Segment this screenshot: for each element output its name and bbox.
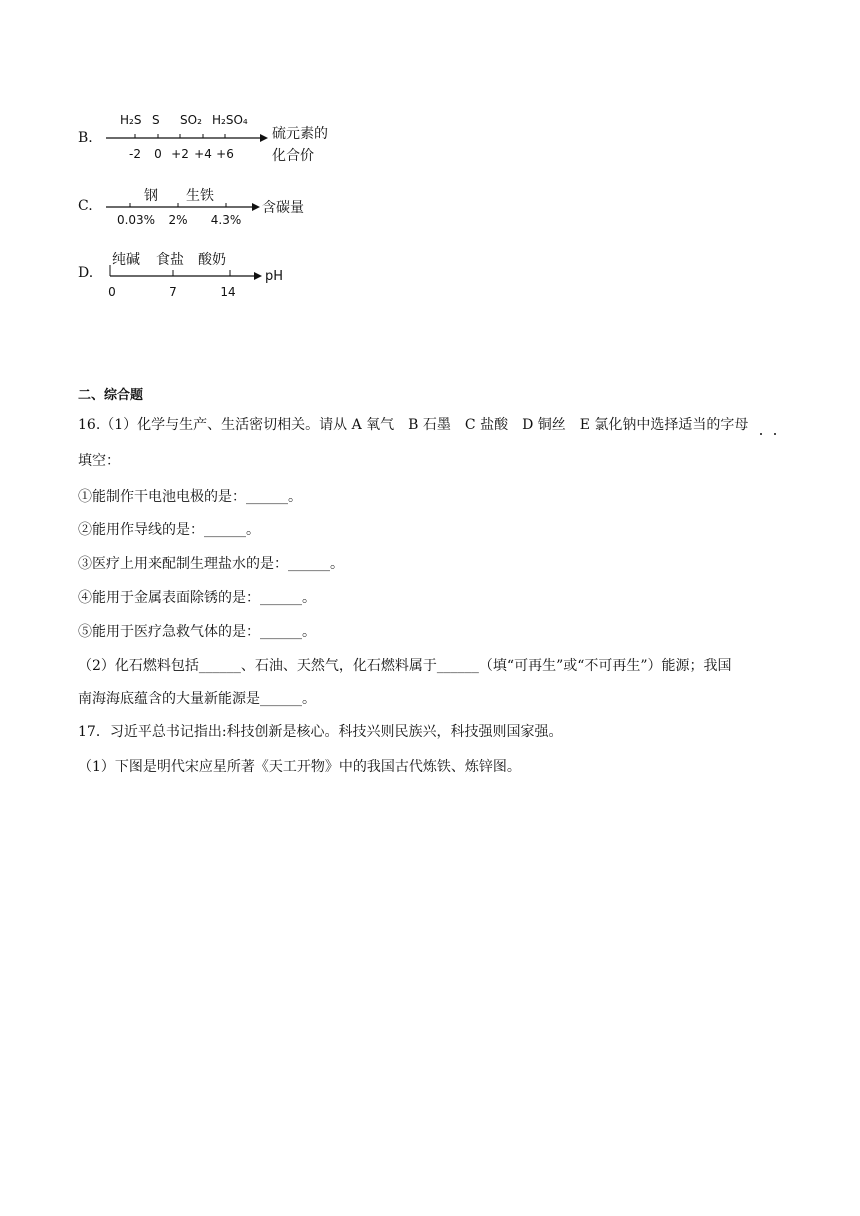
q16-item-5: ⑤能用于医疗急救气体的是：______。 <box>78 624 316 640</box>
tick-label: +2 <box>171 147 189 161</box>
axis-arrow <box>252 203 260 211</box>
q16-item-2: ②能用作导线的是：______。 <box>78 522 260 538</box>
q16-part2-line2: 南海海底蕴含的大量新能源是______。 <box>78 691 316 707</box>
label-s: S <box>152 113 160 127</box>
option-b-diagram <box>100 108 350 170</box>
axis-label-2: 化合价 <box>272 148 314 164</box>
tick-label: +4 <box>194 147 212 161</box>
option-d-diagram <box>100 248 300 304</box>
label-soda-ash: 纯碱 <box>112 252 140 268</box>
option-c-letter: C. <box>78 198 93 214</box>
section-title: 二、综合题 <box>78 388 144 403</box>
q16-item-4: ④能用于金属表面除锈的是：______。 <box>78 590 316 606</box>
q16-intro-line1: 16.（1）化学与生产、生活密切相关。请从 A 氧气 B 石墨 C 盐酸 D 铜丝 E 氯化钠中选择适当的字母 <box>78 417 749 433</box>
axis-label: 含碳量 <box>262 200 304 216</box>
axis-arrow <box>260 134 268 142</box>
tick-label: 2% <box>168 213 188 227</box>
tick-label: +6 <box>216 147 234 161</box>
tick-label: 7 <box>169 285 177 299</box>
label-so2: SO₂ <box>180 113 202 127</box>
axis-label: pH <box>265 269 284 284</box>
label-h2s: H₂S <box>120 113 142 127</box>
tick-label: 4.3% <box>210 213 242 227</box>
q16-intro-line2: 填空： <box>78 453 120 469</box>
tick-label: 0.03% <box>116 213 156 227</box>
tick-label: 14 <box>220 285 236 299</box>
option-b-letter: B. <box>78 130 93 146</box>
q17-intro: 17．习近平总书记指出:科技创新是核心。科技兴则民族兴，科技强则国家强。 <box>78 724 563 740</box>
axis-arrow <box>254 272 262 280</box>
option-c-diagram <box>100 184 320 230</box>
tick-label: 0 <box>108 285 116 299</box>
tick-label: 0 <box>154 147 162 161</box>
q16-part2-line1: （2）化石燃料包括______、石油、天然气，化石燃料属于______（填“可再生”或“不可再生”）能源；我国 <box>78 658 732 674</box>
q16-item-1: ①能制作干电池电极的是：______。 <box>78 489 302 505</box>
q17-part1: （1）下图是明代宋应星所著《天工开物》中的我国古代炼铁、炼锌图。 <box>78 759 521 775</box>
option-d-letter: D. <box>78 265 94 281</box>
label-steel: 钢 <box>144 188 158 204</box>
tick-label: -2 <box>129 147 141 161</box>
label-h2so4: H₂SO₄ <box>212 113 248 127</box>
label-yogurt: 酸奶 <box>198 252 226 268</box>
emphasis-dot <box>774 433 776 435</box>
axis-label-1: 硫元素的 <box>272 126 328 142</box>
emphasis-dot <box>760 433 762 435</box>
label-salt: 食盐 <box>156 252 184 268</box>
q16-item-3: ③医疗上用来配制生理盐水的是：______。 <box>78 556 344 572</box>
label-pig-iron: 生铁 <box>186 188 214 204</box>
